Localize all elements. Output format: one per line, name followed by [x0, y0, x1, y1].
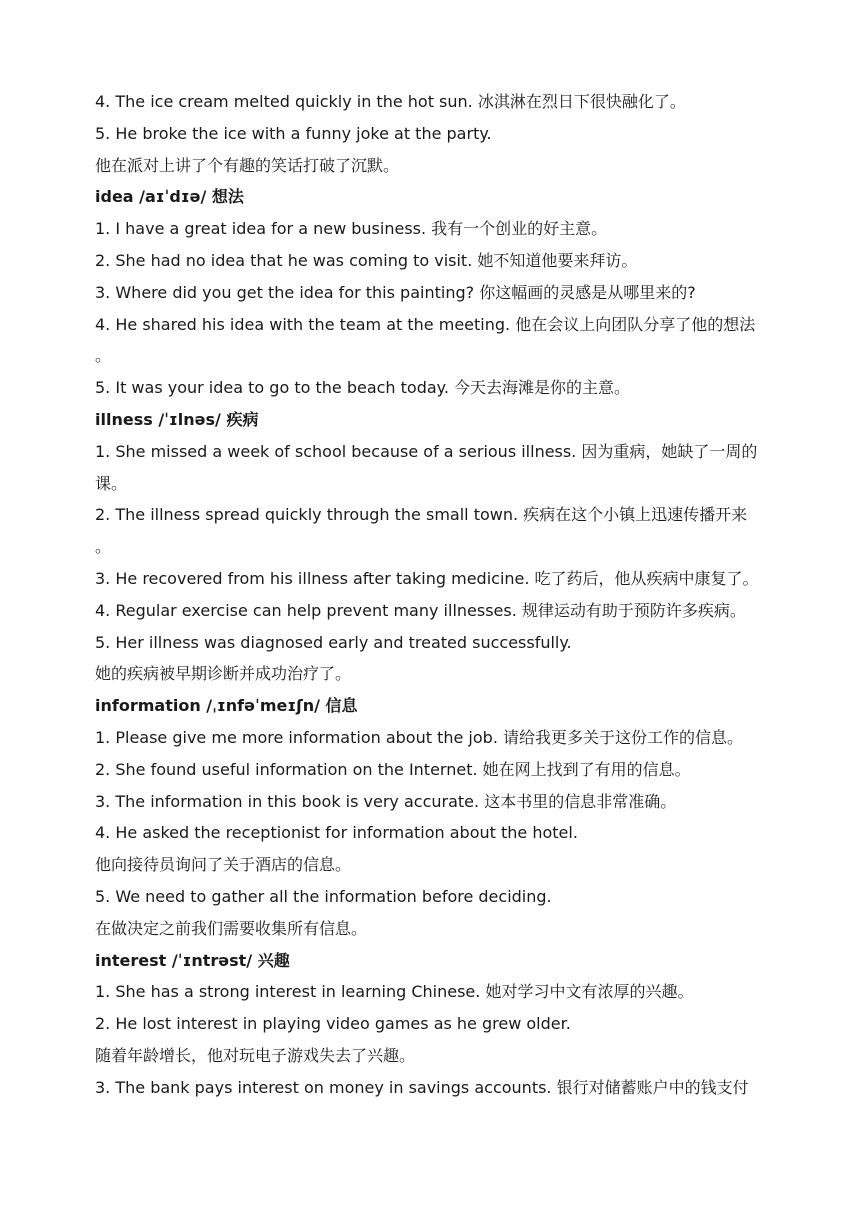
example-sentence: 2. She found useful information on the Internet. 她在网上找到了有用的信息。	[95, 759, 691, 779]
example-sentence: 5. It was your idea to go to the beach today. 今天去海滩是你的主意。	[95, 378, 631, 398]
example-sentence: 2. He lost interest in playing video games as he grew older.	[95, 1014, 571, 1034]
headword-illness: illness /ˈɪlnəs/ 疾病	[95, 409, 259, 429]
example-translation: 他在派对上讲了个有趣的笑话打破了沉默。	[95, 155, 400, 175]
example-sentence: 4. He shared his idea with the team at the meeting. 他在会议上向团队分享了他的想法	[95, 314, 756, 334]
example-sentence: 5. Her illness was diagnosed early and treated successfully.	[95, 632, 572, 652]
example-sentence: 3. The bank pays interest on money in savings accounts. 银行对储蓄账户中的钱支付	[95, 1077, 749, 1097]
headword-information: information /ˌɪnfəˈmeɪʃn/ 信息	[95, 696, 358, 716]
example-sentence-wrap: 课。	[95, 473, 128, 493]
example-sentence: 1. Please give me more information about the job. 请给我更多关于这份工作的信息。	[95, 727, 743, 747]
example-sentence: 1. She has a strong interest in learning Chinese. 她对学习中文有浓厚的兴趣。	[95, 982, 694, 1002]
example-sentence: 3. He recovered from his illness after taking medicine. 吃了药后，他从疾病中康复了。	[95, 568, 759, 588]
example-sentence: 1. I have a great idea for a new business. 我有一个创业的好主意。	[95, 219, 608, 239]
example-sentence: 2. The illness spread quickly through the small town. 疾病在这个小镇上迅速传播开来	[95, 505, 748, 525]
example-sentence: 4. Regular exercise can help prevent many illnesses. 规律运动有助于预防许多疾病。	[95, 600, 746, 620]
example-sentence-wrap: 。	[95, 537, 112, 557]
example-sentence-wrap: 。	[95, 346, 112, 366]
example-translation: 在做决定之前我们需要收集所有信息。	[95, 918, 368, 938]
example-translation: 她的疾病被早期诊断并成功治疗了。	[95, 664, 352, 684]
example-translation: 他向接待员询问了关于酒店的信息。	[95, 855, 352, 875]
example-sentence: 3. The information in this book is very accurate. 这本书里的信息非常准确。	[95, 791, 677, 811]
example-sentence: 4. The ice cream melted quickly in the hot sun. 冰淇淋在烈日下很快融化了。	[95, 92, 686, 111]
example-sentence: 5. We need to gather all the information before deciding.	[95, 886, 552, 906]
example-sentence: 1. She missed a week of school because of a serious illness. 因为重病，她缺了一周的	[95, 441, 758, 461]
example-sentence: 4. He asked the receptionist for information about the hotel.	[95, 823, 578, 843]
example-sentence: 3. Where did you get the idea for this painting? 你这幅画的灵感是从哪里来的?	[95, 282, 696, 302]
example-sentence: 2. She had no idea that he was coming to visit. 她不知道他要来拜访。	[95, 250, 638, 270]
headword-interest: interest /ˈɪntrəst/ 兴趣	[95, 950, 290, 970]
headword-idea: idea /aɪˈdɪə/ 想法	[95, 187, 244, 207]
document-page	[95, 86, 775, 1104]
example-translation: 随着年龄增长，他对玩电子游戏失去了兴趣。	[95, 1045, 416, 1065]
example-sentence: 5. He broke the ice with a funny joke at the party.	[95, 123, 492, 143]
